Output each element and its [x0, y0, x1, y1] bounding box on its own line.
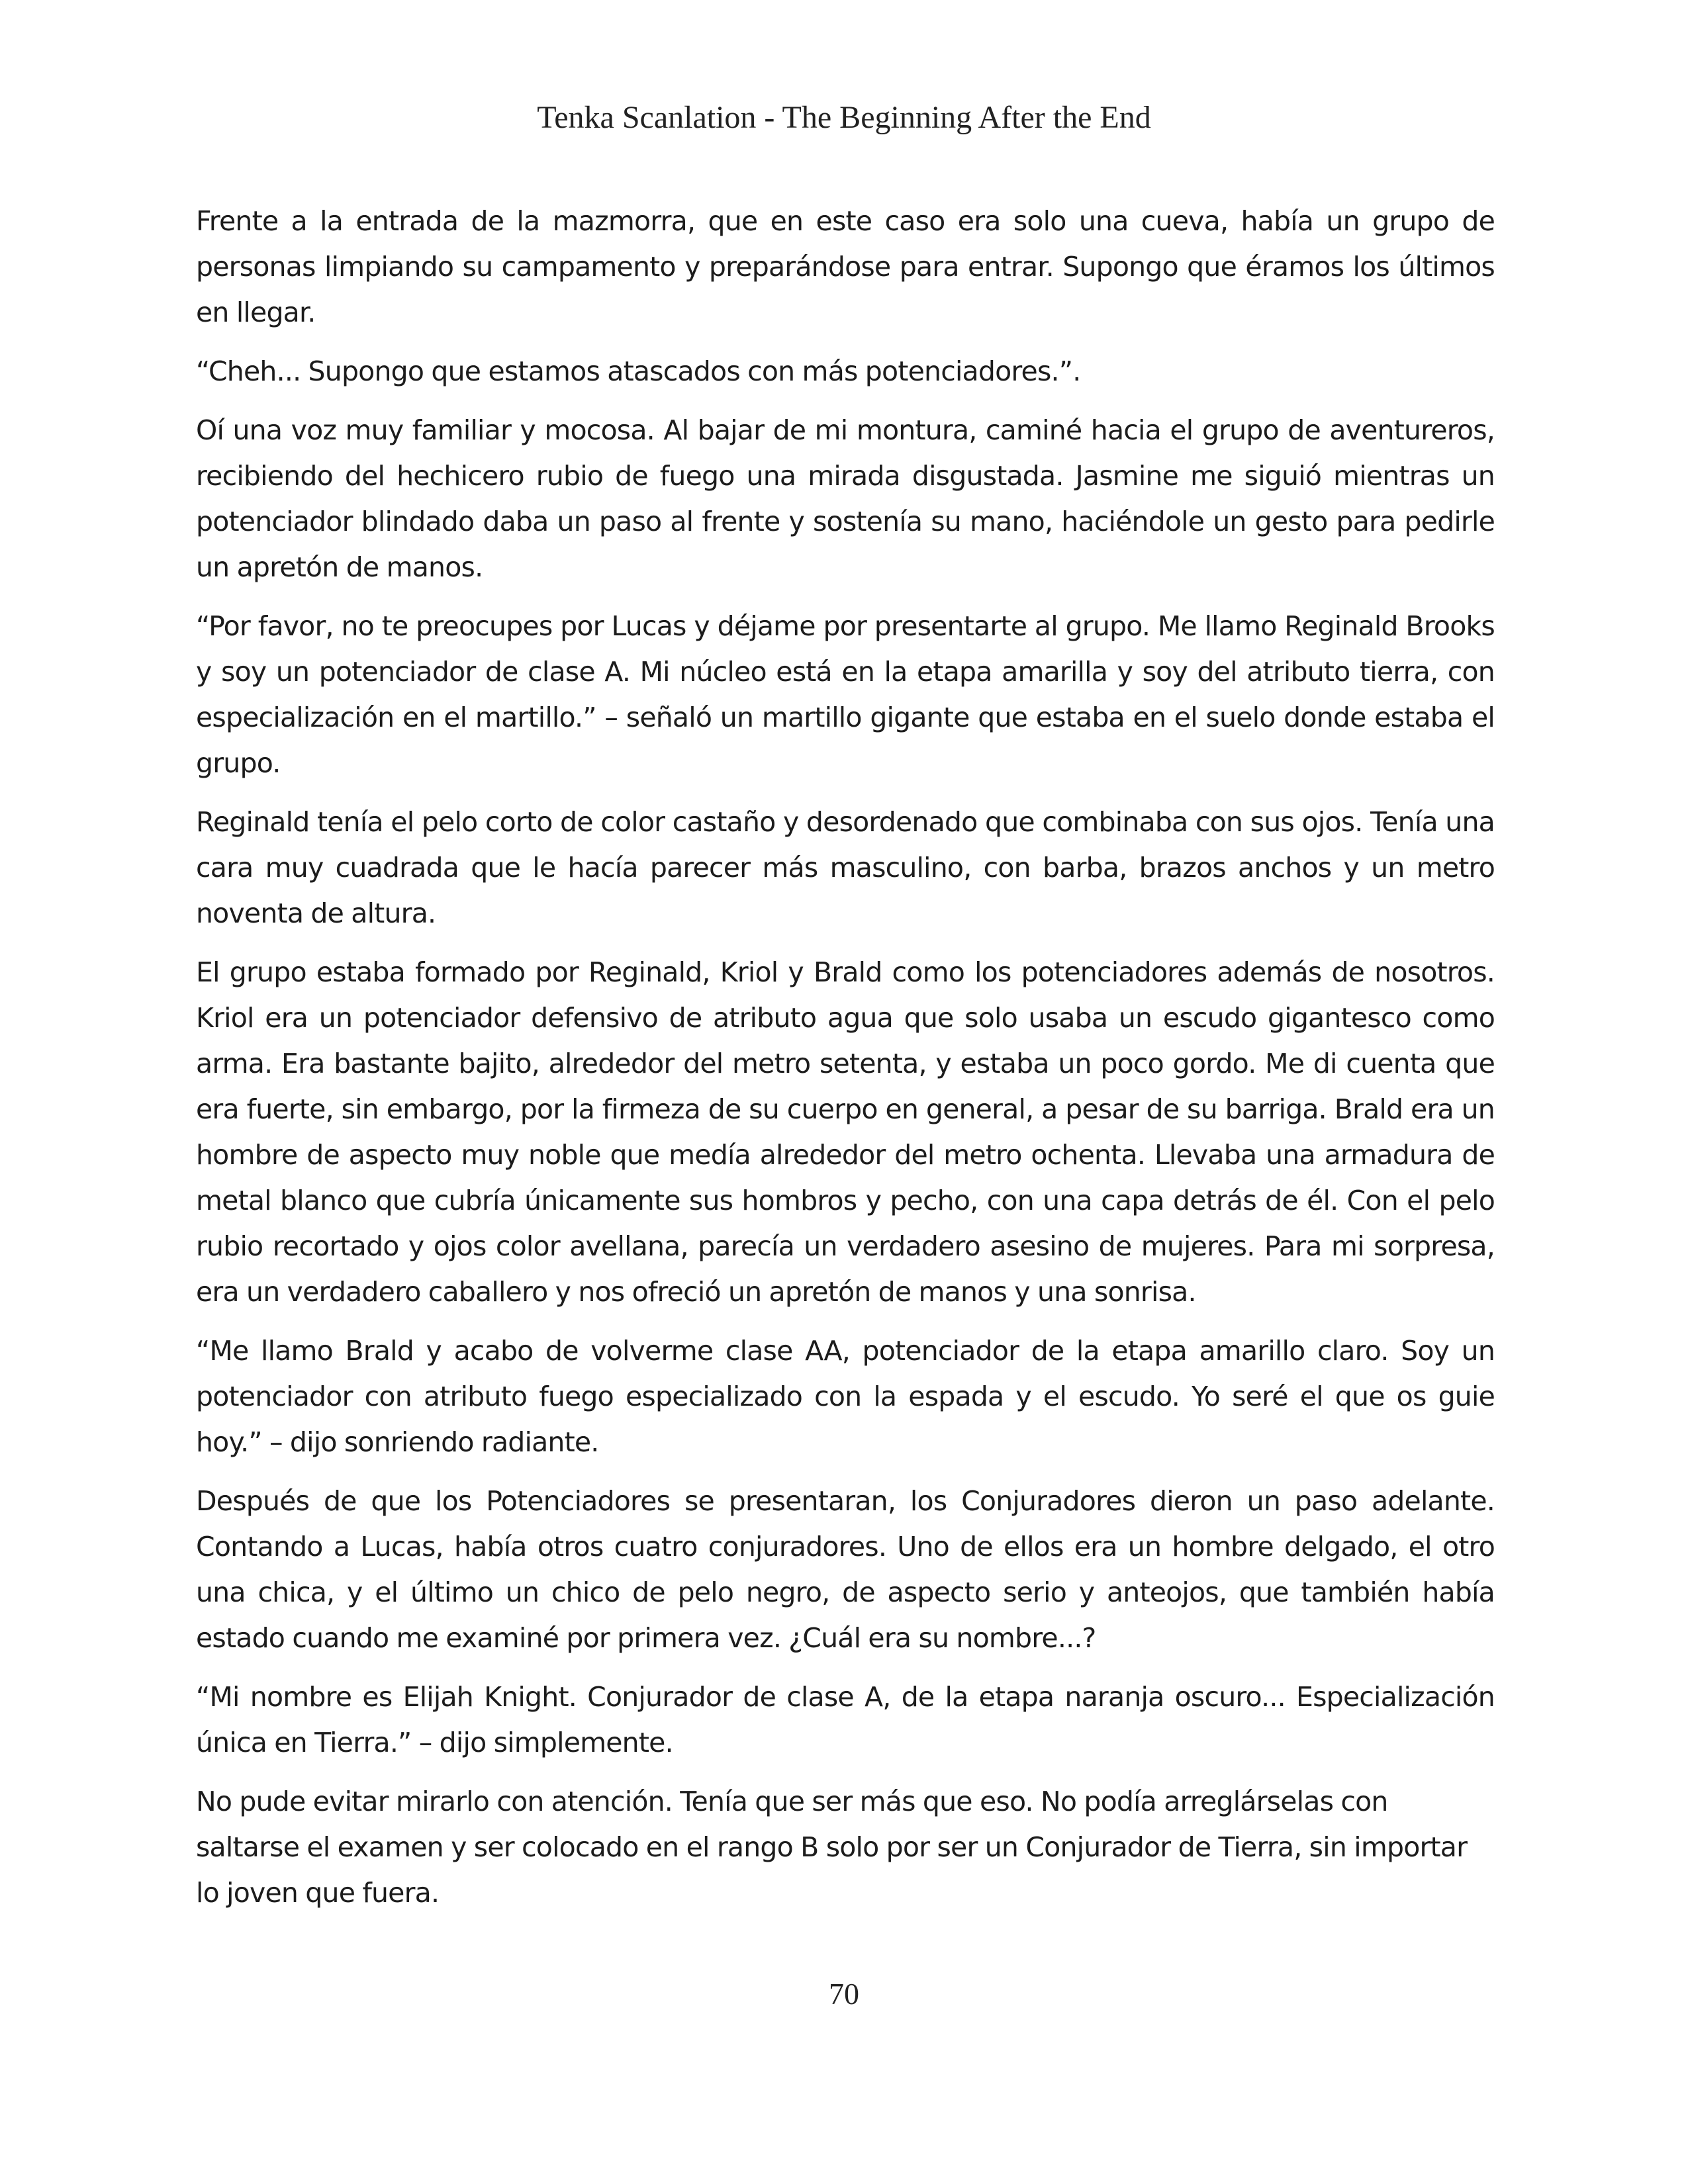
running-header: Tenka Scanlation - The Beginning After the End: [537, 100, 1151, 135]
paragraph-2: “Cheh... Supongo que estamos atascados con más potenciadores.”.: [196, 355, 1081, 387]
body-text: [196, 199, 1495, 1929]
paragraph-6: El grupo estaba formado por Reginald, Kriol y Brald como los potenciadores además de nosotros. Kriol era un potenciador defensivo de atributo agua que solo usaba un escudo gigantesco como arma. Era bastante bajito, alrededor del metro setenta, y estaba un poco gordo. Me di cuenta que era fuerte, sin embargo, por la firmeza de su cuerpo en general, a pesar de su barriga. Brald era un hombre de aspecto muy noble que medía alrededor del metro ochenta. Llevaba una armadura de metal blanco que cubría únicamente sus hombros y pecho, con una capa detrás de él. Con el pelo rubio recortado y ojos color avellana, parecía un verdadero asesino de mujeres. Para mi sorpresa, era un verdadero caballero y nos ofreció un apretón de manos y una sonrisa.: [196, 956, 1495, 1308]
paragraph-7: “Me llamo Brald y acabo de volverme clase AA, potenciador de la etapa amarillo claro. Soy un potenciador con atributo fuego especializado con la espada y el escudo. Yo seré el que os guie hoy.” – dijo sonriendo radiante.: [196, 1335, 1495, 1458]
page-number: 70: [829, 1977, 859, 2011]
paragraph-1: Frente a la entrada de la mazmorra, que en este caso era solo una cueva, había un grupo de personas limpiando su campamento y preparándose para entrar. Supongo que éramos los últimos en llegar.: [196, 205, 1495, 328]
paragraph-3: Oí una voz muy familiar y mocosa. Al bajar de mi montura, caminé hacia el grupo de aventureros, recibiendo del hechicero rubio de fuego una mirada disgustada. Jasmine me siguió mientras un potenciador blindado daba un paso al frente y sostenía su mano, haciéndole un gesto para pedirle un apretón de manos.: [196, 414, 1495, 583]
paragraph-8: Después de que los Potenciadores se presentaran, los Conjuradores dieron un paso adelante. Contando a Lucas, había otros cuatro conjuradores. Uno de ellos era un hombre delgado, el otro una chica, y el último un chico de pelo negro, de aspecto serio y anteojos, que también había estado cuando me examiné por primera vez. ¿Cuál era su nombre...?: [196, 1485, 1495, 1654]
paragraph-10: No pude evitar mirarlo con atención. Tenía que ser más que eso. No podía arreglárselas con saltarse el examen y ser colocado en el rango B solo por ser un Conjurador de Tierra, sin importar lo joven que fuera.: [196, 1786, 1468, 1909]
paragraph-9: “Mi nombre es Elijah Knight. Conjurador de clase A, de la etapa naranja oscuro... Especialización única en Tierra.” – dijo simplemente.: [196, 1681, 1495, 1758]
paragraph-4: “Por favor, no te preocupes por Lucas y déjame por presentarte al grupo. Me llamo Reginald Brooks y soy un potenciador de clase A. Mi núcleo está en la etapa amarilla y soy del atributo tierra, con especialización en el martillo.” – señaló un martillo gigante que estaba en el suelo donde estaba el grupo.: [196, 610, 1495, 779]
paragraph-5: Reginald tenía el pelo corto de color castaño y desordenado que combinaba con sus ojos. Tenía una cara muy cuadrada que le hacía parecer más masculino, con barba, brazos anchos y un metro noventa de altura.: [196, 806, 1495, 929]
